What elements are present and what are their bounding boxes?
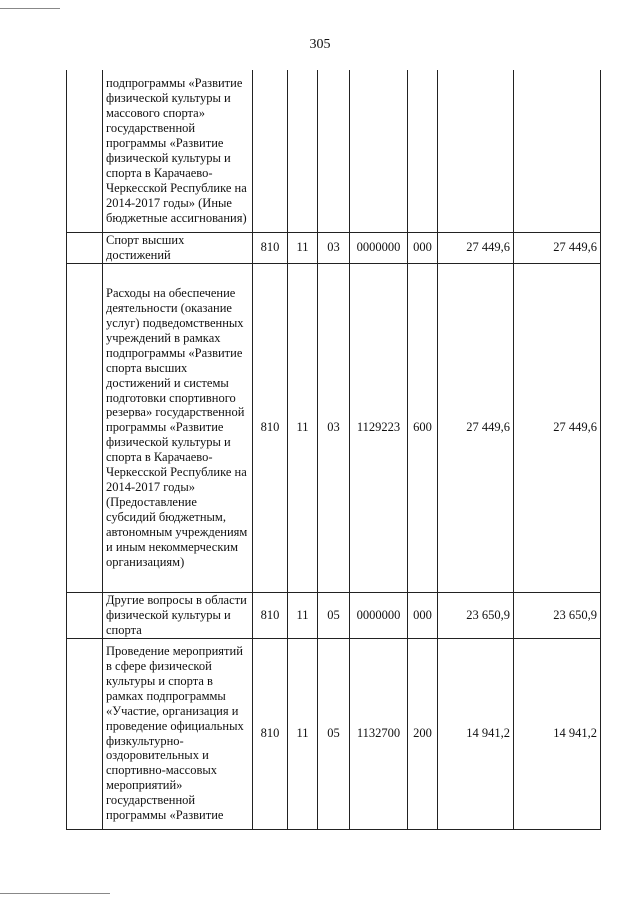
target-code-cell: [350, 70, 408, 233]
section-code-cell: [288, 70, 318, 233]
amount-cell: [438, 70, 514, 233]
row-index-cell: [67, 233, 103, 264]
table-row: [67, 638, 601, 829]
ministry-code-cell: 810: [253, 638, 288, 829]
budget-table: [66, 70, 601, 830]
expense-type-cell: 600: [408, 263, 438, 592]
amount-cell: 27 449,6: [438, 233, 514, 264]
amount-cell-2: 27 449,6: [514, 233, 601, 264]
row-index-cell: [67, 638, 103, 829]
amount-cell-2: [514, 70, 601, 233]
amount-cell-2: 27 449,6: [514, 263, 601, 592]
row-name-cell: Другие вопросы в области физической культуры и спорта: [103, 592, 253, 638]
ministry-code-cell: 810: [253, 592, 288, 638]
target-code-cell: 1132700: [350, 638, 408, 829]
target-code-cell: 0000000: [350, 592, 408, 638]
row-name-cell: Спорт высших достижений: [103, 233, 253, 264]
amount-cell-2: 14 941,2: [514, 638, 601, 829]
expense-type-cell: [408, 70, 438, 233]
row-name-cell: Проведение мероприятий в сфере физической культуры и спорта в рамках подпрограммы «Участие, организация и проведение официальных физкультурно-оздоровительных и спортивно-массовых мероприятий» государственной программы «Развитие: [103, 638, 253, 829]
scan-mark-top: [0, 8, 60, 9]
ministry-code-cell: 810: [253, 233, 288, 264]
table-row: [67, 263, 601, 592]
ministry-code-cell: [253, 70, 288, 233]
subsection-code-cell: 05: [318, 638, 350, 829]
section-code-cell: 11: [288, 592, 318, 638]
subsection-code-cell: [318, 70, 350, 233]
ministry-code-cell: 810: [253, 263, 288, 592]
page-number: 305: [309, 37, 331, 52]
row-index-cell: [67, 592, 103, 638]
expense-type-cell: 000: [408, 233, 438, 264]
row-name-cell: подпрограммы «Развитие физической культуры и массового спорта» государственной программы «Развитие физической культуры и спорта в Карачаево-Черкесской Республике на 2014-2017 годы» (Иные бюджетные ассигнования): [103, 70, 253, 233]
amount-cell: 23 650,9: [438, 592, 514, 638]
row-name-cell: Расходы на обеспечение деятельности (оказание услуг) подведомственных учреждений в рамках подпрограммы «Развитие спорта высших достижений и системы подготовки спортивного резерва» государственной программы «Развитие физической культуры и спорта в Карачаево-Черкесской Республике на 2014-2017 годы» (Предоставление субсидий бюджетным, автономным учреждениям и иным некоммерческим организациям): [103, 263, 253, 592]
table-row: [67, 233, 601, 264]
expense-type-cell: 200: [408, 638, 438, 829]
scan-mark-bottom: [0, 893, 110, 894]
section-code-cell: 11: [288, 233, 318, 264]
table-row: [67, 592, 601, 638]
expense-type-cell: 000: [408, 592, 438, 638]
section-code-cell: 11: [288, 638, 318, 829]
target-code-cell: 1129223: [350, 263, 408, 592]
amount-cell: 14 941,2: [438, 638, 514, 829]
row-index-cell: [67, 70, 103, 233]
subsection-code-cell: 03: [318, 233, 350, 264]
table-row: [67, 70, 601, 233]
row-index-cell: [67, 263, 103, 592]
amount-cell-2: 23 650,9: [514, 592, 601, 638]
subsection-code-cell: 05: [318, 592, 350, 638]
section-code-cell: 11: [288, 263, 318, 592]
target-code-cell: 0000000: [350, 233, 408, 264]
amount-cell: 27 449,6: [438, 263, 514, 592]
subsection-code-cell: 03: [318, 263, 350, 592]
